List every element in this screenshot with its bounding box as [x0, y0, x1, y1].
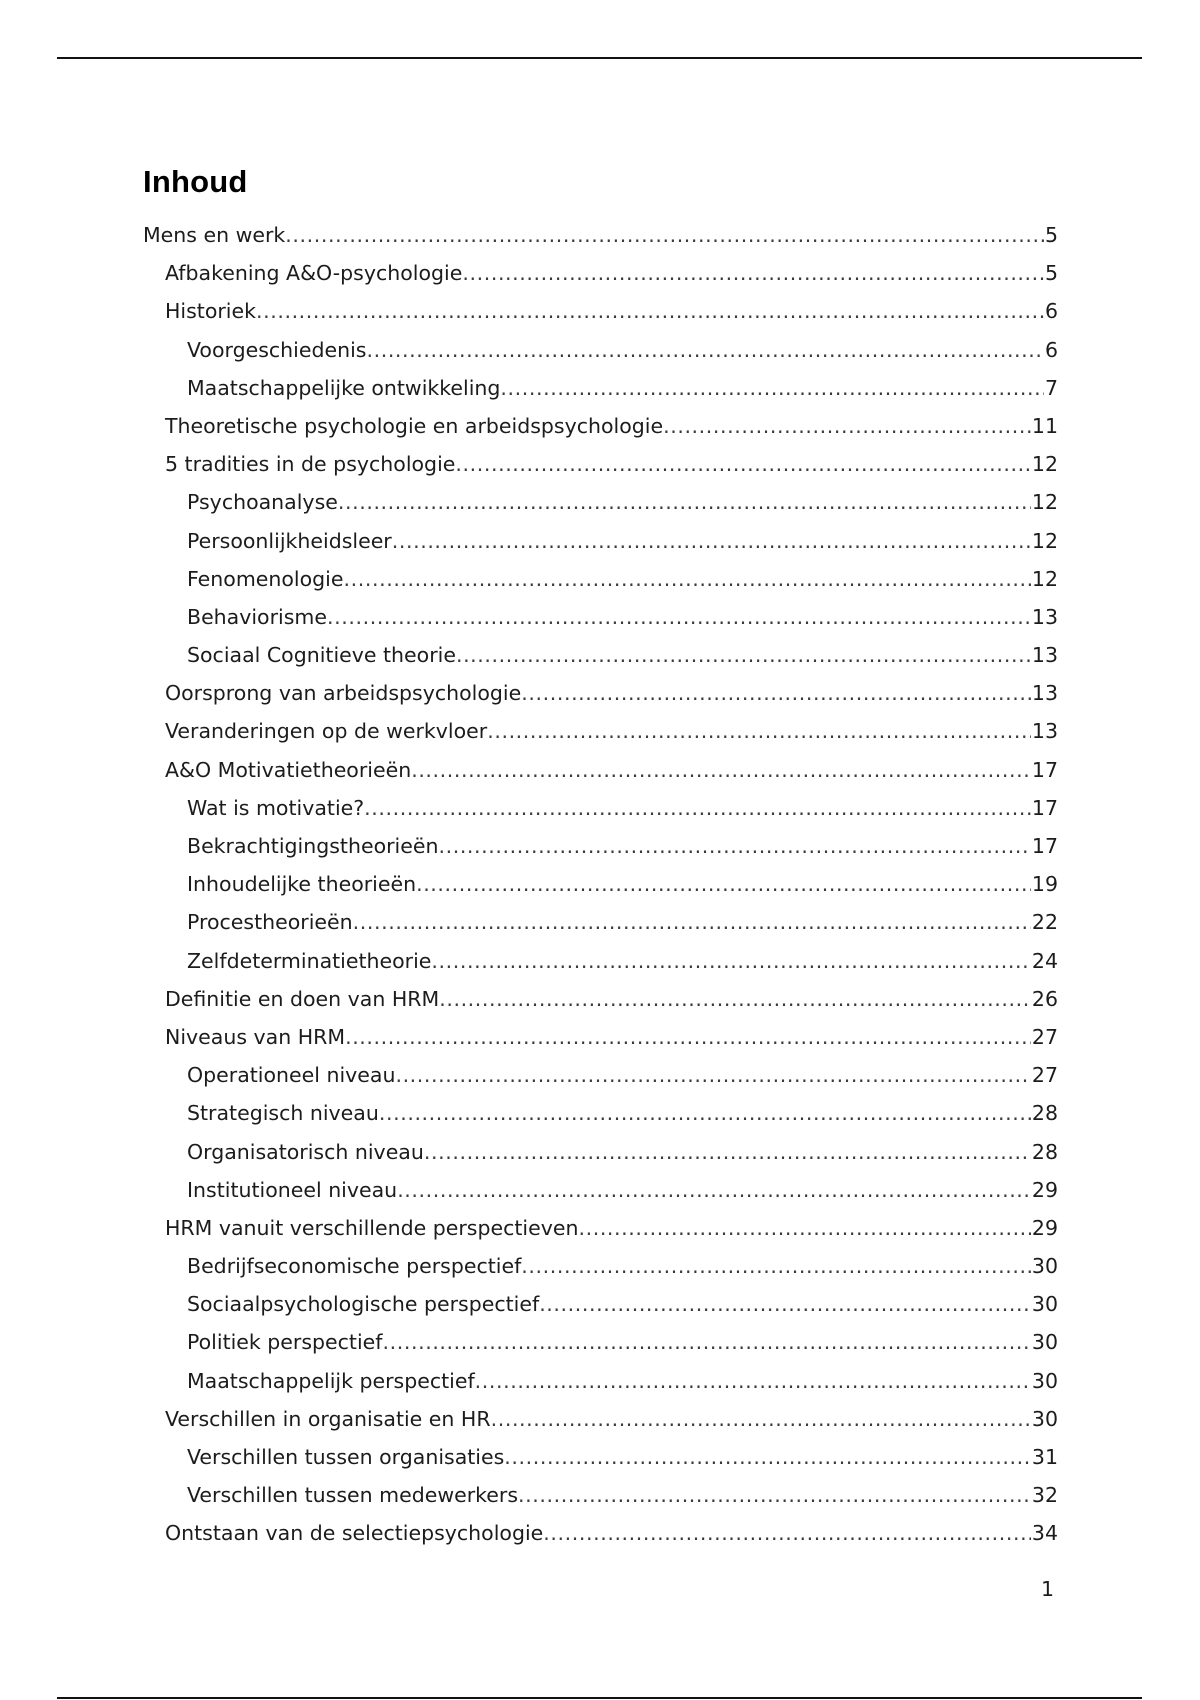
toc-entry-title: Psychoanalyse	[187, 490, 338, 515]
dot-leader	[504, 1438, 1031, 1476]
toc-entry-title: Veranderingen op de werkvloer	[165, 719, 488, 744]
toc-entry[interactable]	[143, 1400, 1058, 1438]
dot-leader	[256, 292, 1044, 330]
toc-entry[interactable]	[143, 1133, 1058, 1171]
footer-rule	[57, 1697, 1142, 1699]
toc-entry-title: Historiek	[165, 299, 256, 324]
table-of-contents	[143, 216, 1058, 1553]
page-number: 1	[1040, 1577, 1054, 1601]
dot-leader	[416, 865, 1031, 903]
toc-entry-page: 6	[1044, 337, 1058, 362]
dot-leader	[543, 1514, 1031, 1552]
toc-entry[interactable]	[143, 674, 1058, 712]
toc-entry-title: HRM vanuit verschillende perspectieven	[165, 1215, 579, 1240]
toc-entry-title: Politiek perspectief	[187, 1330, 383, 1355]
toc-entry-page: 27	[1031, 1024, 1058, 1049]
toc-entry-page: 12	[1031, 566, 1058, 591]
toc-entry[interactable]	[143, 1171, 1058, 1209]
toc-entry[interactable]	[143, 751, 1058, 789]
toc-entry[interactable]	[143, 1514, 1058, 1552]
dot-leader	[379, 1094, 1031, 1132]
toc-entry-page: 17	[1031, 795, 1058, 820]
toc-entry-page: 29	[1031, 1177, 1058, 1202]
dot-leader	[439, 980, 1031, 1018]
toc-entry[interactable]	[143, 712, 1058, 750]
toc-entry[interactable]	[143, 292, 1058, 330]
toc-entry[interactable]	[143, 942, 1058, 980]
toc-entry-title: Strategisch niveau	[187, 1101, 379, 1126]
header-rule	[57, 57, 1142, 59]
dot-leader	[431, 942, 1031, 980]
dot-leader	[397, 1171, 1031, 1209]
toc-entry[interactable]	[143, 522, 1058, 560]
toc-entry-page: 5	[1044, 223, 1058, 247]
dot-leader	[539, 1285, 1031, 1323]
toc-entry[interactable]	[143, 560, 1058, 598]
toc-entry-title: Behaviorisme	[187, 604, 327, 629]
dot-leader	[344, 560, 1031, 598]
toc-entry-title: Bekrachtigingstheorieën	[187, 834, 439, 858]
toc-entry[interactable]	[143, 1094, 1058, 1132]
dot-leader	[663, 407, 1031, 445]
dot-leader	[578, 1209, 1030, 1247]
toc-entry[interactable]	[143, 1247, 1058, 1285]
toc-entry-page: 34	[1031, 1521, 1058, 1546]
toc-entry-title: Fenomenologie	[187, 566, 344, 591]
dot-leader	[521, 674, 1031, 712]
toc-entry[interactable]	[143, 1285, 1058, 1323]
toc-entry[interactable]	[143, 1056, 1058, 1094]
toc-entry-title: Wat is motivatie?	[187, 795, 365, 820]
toc-entry[interactable]	[143, 445, 1058, 483]
toc-entry-page: 28	[1031, 1101, 1058, 1126]
toc-entry[interactable]	[143, 903, 1058, 941]
dot-leader	[338, 483, 1031, 521]
toc-entry[interactable]	[143, 827, 1058, 865]
dot-leader	[462, 254, 1044, 292]
toc-entry-title: Verschillen in organisatie en HR	[165, 1406, 491, 1431]
toc-entry-page: 32	[1031, 1483, 1058, 1508]
toc-entry[interactable]	[143, 216, 1058, 254]
dot-leader	[518, 1476, 1031, 1514]
toc-entry-title: Oorsprong van arbeidspsychologie	[165, 681, 522, 706]
toc-entry-page: 30	[1031, 1292, 1058, 1317]
toc-entry[interactable]	[143, 598, 1058, 636]
toc-entry-title: Theoretische psychologie en arbeidspsychologie	[165, 413, 664, 438]
toc-entry-page: 13	[1031, 681, 1058, 706]
toc-entry-page: 30	[1031, 1330, 1058, 1355]
toc-entry-title: Zelfdeterminatietheorie	[187, 948, 432, 973]
toc-entry-page: 30	[1031, 1254, 1058, 1279]
toc-entry-page: 29	[1031, 1215, 1058, 1240]
toc-entry[interactable]	[143, 865, 1058, 903]
toc-entry-page: 12	[1031, 490, 1058, 515]
dot-leader	[456, 636, 1031, 674]
dot-leader	[395, 1056, 1030, 1094]
toc-entry-page: 13	[1031, 719, 1058, 744]
toc-entry-page: 6	[1044, 299, 1058, 324]
toc-entry-title: Procestheorieën	[187, 910, 353, 935]
dot-leader	[353, 903, 1031, 941]
toc-entry[interactable]	[143, 1209, 1058, 1247]
dot-leader	[424, 1133, 1031, 1171]
page-title: Inhoud	[143, 164, 248, 199]
dot-leader	[521, 1247, 1031, 1285]
dot-leader	[411, 751, 1031, 789]
dot-leader	[392, 522, 1031, 560]
toc-entry-title: Bedrijfseconomische perspectief	[187, 1254, 522, 1279]
toc-entry-title: 5 tradities in de psychologie	[165, 452, 456, 477]
toc-entry-title: Mens en werk	[143, 223, 286, 247]
toc-entry-page: 31	[1031, 1445, 1058, 1469]
dot-leader	[500, 369, 1044, 407]
toc-entry-page: 19	[1031, 872, 1058, 897]
toc-entry-page: 12	[1031, 528, 1058, 553]
dot-leader	[327, 598, 1031, 636]
dot-leader	[438, 827, 1030, 865]
toc-entry[interactable]	[143, 483, 1058, 521]
toc-entry-page: 17	[1031, 834, 1058, 858]
dot-leader	[491, 1400, 1031, 1438]
toc-entry-page: 17	[1031, 757, 1058, 782]
dot-leader	[383, 1323, 1031, 1361]
toc-entry-title: Ontstaan van de selectiepsychologie	[165, 1521, 544, 1546]
toc-entry-title: Sociaal Cognitieve theorie	[187, 643, 456, 668]
toc-entry-title: Maatschappelijk perspectief	[187, 1368, 475, 1393]
toc-entry[interactable]	[143, 1323, 1058, 1361]
toc-entry-title: Verschillen tussen medewerkers	[187, 1483, 519, 1508]
toc-entry-page: 27	[1031, 1063, 1058, 1088]
toc-entry-page: 30	[1031, 1406, 1058, 1431]
toc-entry-title: Definitie en doen van HRM	[165, 986, 440, 1011]
dot-leader	[475, 1362, 1031, 1400]
toc-entry[interactable]	[143, 1438, 1058, 1476]
toc-entry-title: Inhoudelijke theorieën	[187, 872, 417, 897]
toc-entry-page: 7	[1044, 375, 1058, 400]
toc-entry-title: Voorgeschiedenis	[187, 337, 367, 362]
toc-entry-title: Institutioneel niveau	[187, 1177, 398, 1202]
dot-leader	[455, 445, 1031, 483]
toc-entry[interactable]	[143, 331, 1058, 369]
toc-entry-title: Afbakening A&O-psychologie	[165, 261, 463, 286]
toc-entry[interactable]	[143, 980, 1058, 1018]
toc-entry-page: 30	[1031, 1368, 1058, 1393]
toc-entry-title: Operationeel niveau	[187, 1063, 396, 1088]
toc-entry-title: Organisatorisch niveau	[187, 1139, 424, 1164]
toc-entry[interactable]	[143, 407, 1058, 445]
toc-entry-page: 13	[1031, 643, 1058, 668]
toc-entry-title: Sociaalpsychologische perspectief	[187, 1292, 540, 1317]
toc-entry[interactable]	[143, 369, 1058, 407]
toc-entry-page: 28	[1031, 1139, 1058, 1164]
toc-entry-title: A&O Motivatietheorieën	[165, 757, 412, 782]
dot-leader	[487, 712, 1031, 750]
toc-entry-page: 13	[1031, 604, 1058, 629]
toc-entry-page: 26	[1031, 986, 1058, 1011]
dot-leader	[345, 1018, 1031, 1056]
toc-entry-title: Verschillen tussen organisaties	[187, 1445, 505, 1469]
dot-leader	[364, 789, 1031, 827]
toc-entry[interactable]	[143, 254, 1058, 292]
toc-entry-page: 12	[1031, 452, 1058, 477]
toc-entry[interactable]	[143, 636, 1058, 674]
toc-entry-title: Niveaus van HRM	[165, 1024, 346, 1049]
dot-leader	[366, 331, 1043, 369]
dot-leader	[285, 216, 1044, 254]
toc-entry-page: 5	[1044, 261, 1058, 286]
toc-entry-title: Persoonlijkheidsleer	[187, 528, 392, 553]
toc-entry-page: 24	[1031, 948, 1058, 973]
toc-entry[interactable]	[143, 789, 1058, 827]
toc-entry[interactable]	[143, 1018, 1058, 1056]
toc-entry[interactable]	[143, 1476, 1058, 1514]
toc-entry[interactable]	[143, 1362, 1058, 1400]
toc-entry-page: 22	[1031, 910, 1058, 935]
toc-entry-page: 11	[1031, 413, 1058, 438]
toc-entry-title: Maatschappelijke ontwikkeling	[187, 375, 501, 400]
